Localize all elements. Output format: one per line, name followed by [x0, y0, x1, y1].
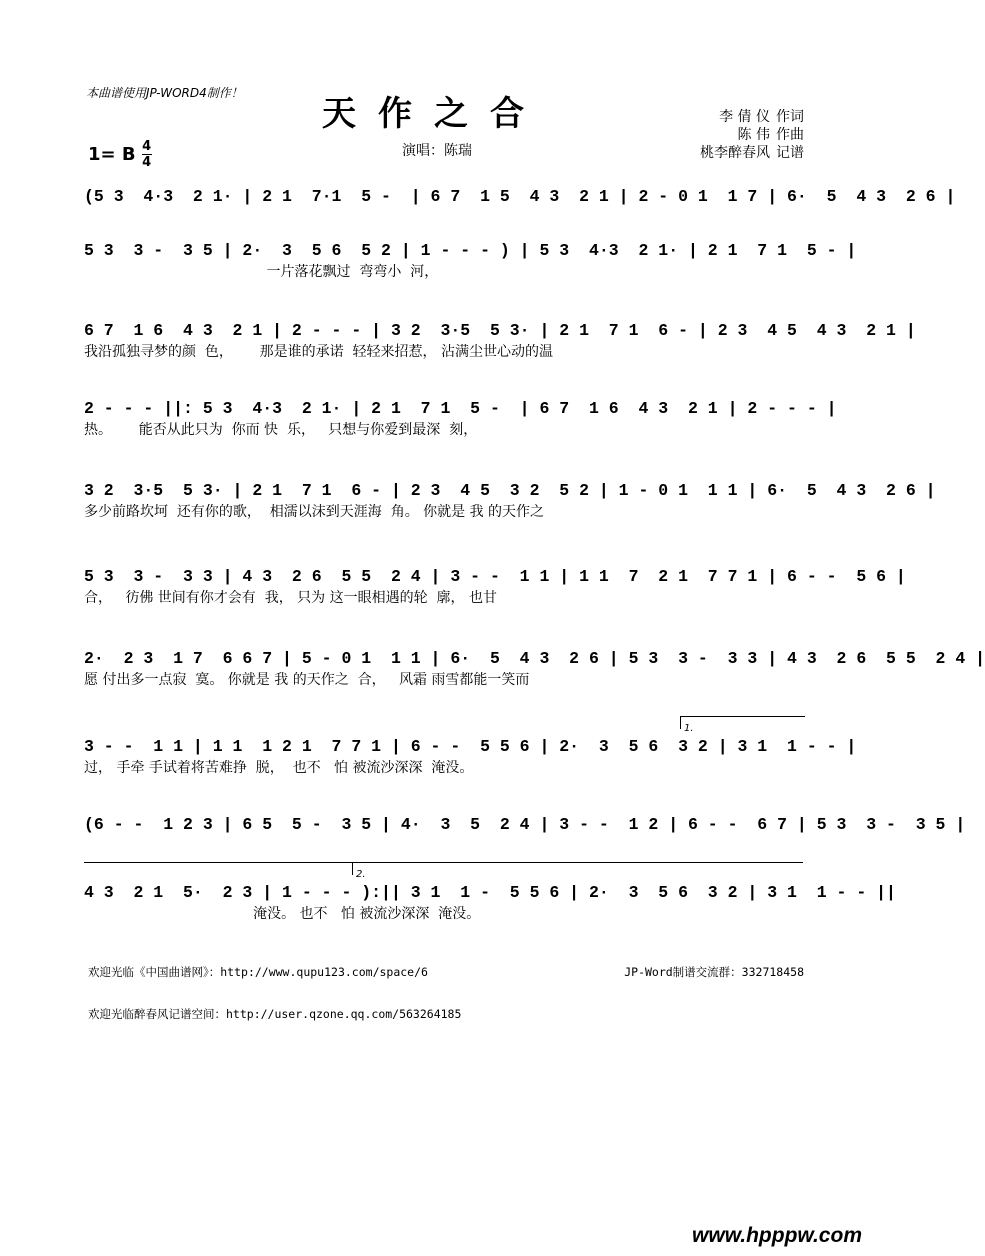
- repeat-line: [84, 862, 352, 863]
- lyrics: 多少前路坎坷 还有你的歌， 相濡以沫到天涯海 角。 你就是 我 的天作之: [84, 504, 545, 520]
- notation: (5 3 4·3 2 1· | 2 1 7·1 5 - | 6 7 1 5 4 3 2 1 | 2 - 0 1 1 7 | 6· 5 4 3 2 6 |: [84, 187, 956, 206]
- score-line: [84, 480, 936, 522]
- score-line: [84, 814, 966, 836]
- volta-bracket: 1.: [680, 716, 805, 729]
- song-title: 天作之合: [322, 94, 546, 134]
- volta-bracket: 2.: [352, 862, 803, 875]
- score-line: [84, 882, 896, 924]
- score-line: [84, 186, 956, 208]
- key-text: 1= B: [88, 144, 136, 165]
- time-signature: $\frac{4}{4}$: [142, 139, 152, 170]
- score-line: [84, 566, 906, 608]
- score-line: [84, 398, 837, 440]
- credit-transcriber: 桃李醉春风 记谱: [700, 145, 804, 161]
- software-note: 本曲谱使用JP-WORD4制作！: [86, 86, 243, 100]
- notation: (6 - - 1 2 3 | 6 5 5 - 3 5 | 4· 3 5 2 4 | 3 - - 1 2 | 6 - - 6 7 | 5 3 3 - 3 5 |: [84, 815, 966, 834]
- notation: 3 - - 1 1 | 1 1 1 2 1 7 7 1 | 6 - - 5 5 6 | 2· 3 5 6 3 2 | 3 1 1 - - |: [84, 737, 857, 756]
- notation: 6 7 1 6 4 3 2 1 | 2 - - - | 3 2 3·5 5 3· | 2 1 7 1 6 - | 2 3 4 5 4 3 2 1 |: [84, 321, 916, 340]
- score-line: [84, 240, 857, 282]
- key-signature: [88, 140, 152, 169]
- watermark: www.hpppw.com: [692, 1224, 862, 1247]
- lyrics: 一片落花飘过 弯弯小 河，: [84, 264, 439, 280]
- credits: [624, 108, 804, 162]
- lyrics: 合， 彷佛 世间有你才会有 我， 只为 这一眼相遇的轮 廓， 也甘: [84, 590, 497, 606]
- score-line: [84, 736, 857, 778]
- notation: 2 - - - ||: 5 3 4·3 2 1· | 2 1 7 1 5 - | 6 7 1 6 4 3 2 1 | 2 - - - |: [84, 399, 837, 418]
- notation: 4 3 2 1 5· 2 3 | 1 - - - ):|| 3 1 1 - 5 5 6 | 2· 3 5 6 3 2 | 3 1 1 - - ||: [84, 883, 896, 902]
- lyrics: 我沿孤独寻梦的颜 色， 那是谁的承诺 轻轻来招惹， 沾满尘世心动的温: [84, 344, 553, 360]
- footer-link-qzone[interactable]: 欢迎光临醉春风记谱空间：http://user.qzone.qq.com/563264185: [88, 1007, 462, 1021]
- notation: 2· 2 3 1 7 6 6 7 | 5 - 0 1 1 1 | 6· 5 4 3 2 6 | 5 3 3 - 3 3 | 4 3 2 6 5 5 2 4 |: [84, 649, 985, 668]
- notation: 3 2 3·5 5 3· | 2 1 7 1 6 - | 2 3 4 5 3 2 5 2 | 1 - 0 1 1 1 | 6· 5 4 3 2 6 |: [84, 481, 936, 500]
- notation: 5 3 3 - 3 3 | 4 3 2 6 5 5 2 4 | 3 - - 1 1 | 1 1 7 2 1 7 7 1 | 6 - - 5 6 |: [84, 567, 906, 586]
- score-line: [84, 648, 985, 690]
- notation: 5 3 3 - 3 5 | 2· 3 5 6 5 2 | 1 - - - ) | 5 3 4·3 2 1· | 2 1 7 1 5 - |: [84, 241, 857, 260]
- singer: 演唱：陈瑞: [402, 143, 472, 159]
- lyrics: 过， 手牵 手试着将苦难挣 脱， 也不 怕 被流沙深深 淹没。: [84, 760, 474, 776]
- footer-group: JP-Word制谱交流群：332718458: [624, 965, 804, 979]
- score-line: [84, 320, 916, 362]
- lyrics: 热。 能否从此只为 你而 快 乐， 只想与你爱到最深 刻，: [84, 422, 478, 438]
- lyrics: 愿 付出多一点寂 寞。 你就是 我 的天作之 合， 风霜 雨雪都能一笑而: [84, 672, 530, 688]
- credit-composer: 陈 伟 作曲: [737, 127, 804, 143]
- lyrics: 淹没。 也不 怕 被流沙深深 淹没。: [84, 906, 481, 922]
- credit-lyricist: 李 倩 仪 作词: [719, 109, 804, 125]
- footer-link-qupu[interactable]: 欢迎光临《中国曲谱网》：http://www.qupu123.com/space/6: [88, 965, 428, 979]
